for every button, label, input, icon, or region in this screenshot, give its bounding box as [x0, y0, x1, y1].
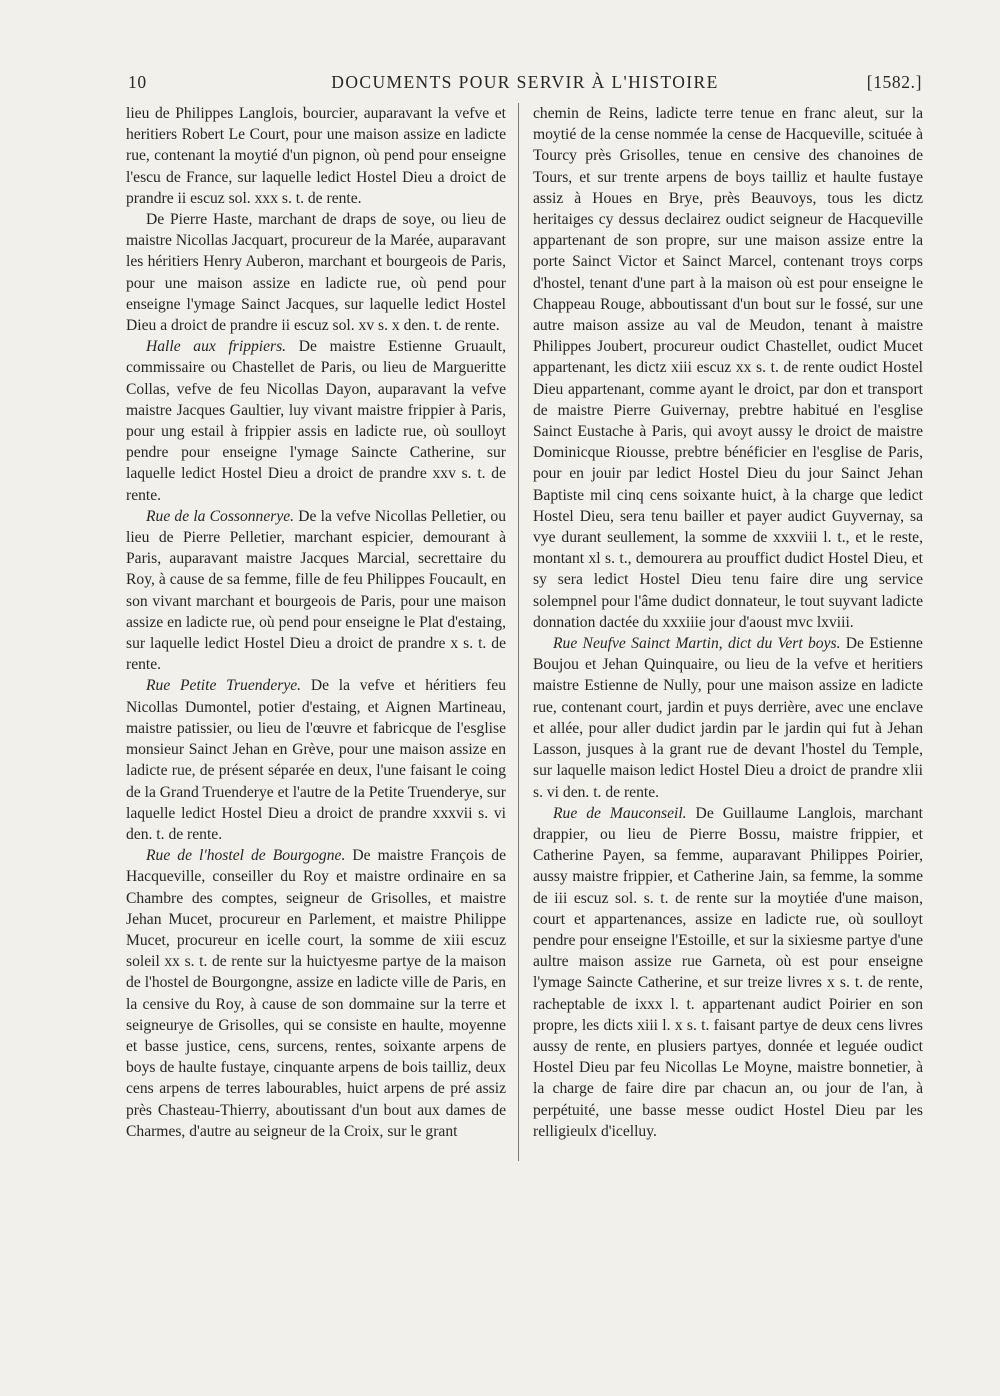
- left-column: [126, 103, 506, 1142]
- street-heading: Rue Petite Truenderye.: [146, 677, 302, 695]
- paragraph-text: chemin de Reins, ladicte terre tenue en franc aleut, sur la moytié de la cense nommée la cense de Hacqueville, scituée à Tourcy près Grisolles, tenue en censive des chanoines de Tours, et sur trente arpens de boys tailliz et haulte fustaye assiz à Houes en Brye, près Beauvoys, tous les dictz heritaiges cy dessus declairez oudict seigneur de Hacqueville appartenant de son propre, sur une maison assize entre la porte Sainct Victor et Sainct Marcel, contenant troys corps d'hostel, tenant d'une part à la maison où est pour enseigne le Chappeau Rouge, abboutissant d'un bout sur le fossé, sur une autre maison assize au val de Meudon, tenant à maistre Philippes Joubert, procureur oudict Chastellet, oudict Mucet appartenant, les dictz xiii escuz xx s. t. de rente oudict Hostel Dieu appartenant, comme ayant le droict, par don et transport de maistre Pierre Guivernay, prebtre habitué en l'esglise Sainct Eustache à Paris, qui avoyt aussy le droict de maistre Dominicque Riousse, prebtre bénéficier en l'esglise de Paris, pour en jouir par ledict Hostel Dieu du jour Sainct Jehan Baptiste mil cinq cens soixante huict, à la charge que ledict Hostel Dieu, sera tenu bailler et payer audict Guyvernay, sa vye durant seullement, la somme de xxxviii l. t., et le reste, montant xl s. t., demourera au prouffict dudict Hostel Dieu, et sy sera ledict Hostel Dieu tenu faire dire ung service solempnel pour l'âme dudict donnateur, le tout suyvant ladicte donnation dactée du xxxiiie jour d'aoust mvc lxviii.: [533, 105, 923, 631]
- paragraph: [126, 845, 506, 1142]
- paragraph: [126, 209, 506, 336]
- paragraph-text: De la vefve Nicollas Pelletier, ou lieu de Pierre Pelletier, marchant espicier, demourant à Paris, auparavant maistre Jacques Marcial, secrettaire du Roy, à cause de sa femme, fille de feu Philippes Foucault, en son vivant marchant et bourgeois de Paris, pour une maison assize en ladicte rue, où pend pour enseigne le Plat d'estaing, sur laquelle ledict Hostel Dieu a droict de prandre x s. t. de rente.: [126, 507, 506, 674]
- street-heading: Rue de Mauconseil.: [553, 804, 687, 822]
- paragraph: [126, 103, 506, 209]
- paragraph: [533, 803, 923, 1142]
- paragraph: [126, 336, 506, 506]
- page-number: 10: [128, 72, 147, 92]
- paragraph-text: De Estienne Boujou et Jehan Quinquaire, ou lieu de la vefve et heritiers maistre Estienne de Nully, pour une maison assize en ladicte rue, contenant court, jardin et puys derrière, avec une enclave et allée, pour aller dudict jardin par le jardin qui fut à Jehan Lasson, jusques à la grant rue de devant l'hostel du Temple, sur laquelle maison ledict Hostel Dieu a droict de prandre xlii s. vi den. t. de rente.: [533, 635, 923, 801]
- paragraph: [533, 103, 923, 633]
- street-heading: Rue de l'hostel de Bourgogne.: [146, 847, 346, 865]
- running-title: DOCUMENTS POUR SERVIR À L'HISTOIRE: [331, 72, 719, 92]
- paragraph-text: De maistre Estienne Gruault, commissaire ou Chastellet de Paris, ou lieu de Margueritte Collas, vefve de feu Nicollas Dayon, auparavant la vefve maistre Jacques Gaultier, luy vivant maistre frippier à Paris, pour ung estail à frippier assis en ladicte rue, où soulloyt pendre pour enseigne l'ymage Saincte Catherine, sur laquelle ledict Hostel Dieu a droict de prandre xxv s. t. de rente.: [126, 338, 506, 504]
- paragraph-text: De la vefve et héritiers feu Nicollas Dumontel, potier d'estaing, et Aignen Martineau, maistre patissier, ou lieu de l'œuvre et fabricque de l'esglise monsieur Sainct Jehan en Grève, pour une maison assize en ladicte rue, de présent séparée en deux, l'une faisant le coing de la Grand Truenderye et l'autre de la Petite Truenderye, sur laquelle ledict Hostel Dieu a droict de prandre xxxvii s. vi den. t. de rente.: [126, 677, 506, 843]
- column-divider: [518, 103, 519, 1161]
- paragraph-text: De Pierre Haste, marchant de draps de soye, ou lieu de maistre Nicollas Jacquart, procureur de la Marée, auparavant les héritiers Henry Auberon, marchant et bourgeois de Paris, pour une maison assize en ladicte rue, où pend pour enseigne l'ymage Sainct Jacques, sur laquelle ledict Hostel Dieu a droict de prandre ii escuz sol. xv s. x den. t. de rente.: [126, 211, 506, 335]
- street-heading: Halle aux frippiers.: [146, 338, 287, 356]
- paragraph-text: lieu de Philippes Langlois, bourcier, auparavant la vefve et heritiers Robert Le Court, pour une maison assize en ladicte rue, contenant la moytié d'un pignon, où pend pour enseigne l'escu de France, sur laquelle ledict Hostel Dieu a droict de prandre ii escuz sol. xxx s. t. de rente.: [126, 105, 506, 207]
- right-column: [533, 103, 923, 1142]
- running-header: [128, 70, 922, 100]
- year-marker: [1582.]: [866, 72, 922, 92]
- paragraph: [126, 506, 506, 676]
- paragraph: [533, 633, 923, 803]
- paragraph: [126, 675, 506, 845]
- street-heading: Rue de la Cossonnerye.: [146, 507, 295, 525]
- paragraph-text: De maistre François de Hacqueville, conseiller du Roy et maistre ordinaire en sa Chambre des comptes, seigneur de Grisolles, et maistre Jehan Mucet, procureur en Parlement, et maistre Philippe Mucet, procureur en icelle court, la somme de xiii escuz soleil xx s. t. de rente sur la huictyesme partye de la maison de l'hostel de Bourgongne, assize en ladicte ville de Paris, en la censive du Roy, à cause de son dommaine sur la terre et seigneurye de Grisolles, qui se consiste en haulte, moyenne et basse justice, cens, surcens, rentes, soixante arpens de boys de haulte fustaye, cinquante arpens de bois tailliz, deux cens arpens de terres labourables, huict arpens de pré assiz près Chasteau-Thierry, aboutissant d'un bout aux dames de Charmes, d'autre au seigneur de la Croix, sur le grant: [126, 847, 506, 1140]
- paragraph-text: De Guillaume Langlois, marchant drappier, ou lieu de Pierre Bossu, maistre frippier, et Catherine Payen, sa femme, auparavant Philippes Poirier, aussy maistre frippier, et Catherine Jain, sa femme, la somme de iii escuz sol. s. t. de rente sur la moytiée d'une maison, court et appartenances, assize en ladicte rue, où soulloyt pendre pour enseigne l'Estoille, et sur la sixiesme partye d'une aultre maison assize rue Garneta, où est pour enseigne l'ymage Saincte Catherine, et sur treize livres x s. t. de rente, racheptable de ixxx l. t. appartenant audict Poirier en son propre, les dicts xiii l. x s. t. faisant partye de deux cens livres aussy de rente, en plusiers partyes, donnée et leguée oudict Hostel Dieu par feu Nicollas Le Moyne, maistre bonnetier, à la charge de faire dire par chacun an, ou jour de l'an, à perpétuité, une basse messe oudict Hostel Dieu par les relligieulx d'icelluy.: [533, 804, 923, 1140]
- street-heading: Rue Neufve Sainct Martin, dict du Vert boys.: [553, 635, 841, 653]
